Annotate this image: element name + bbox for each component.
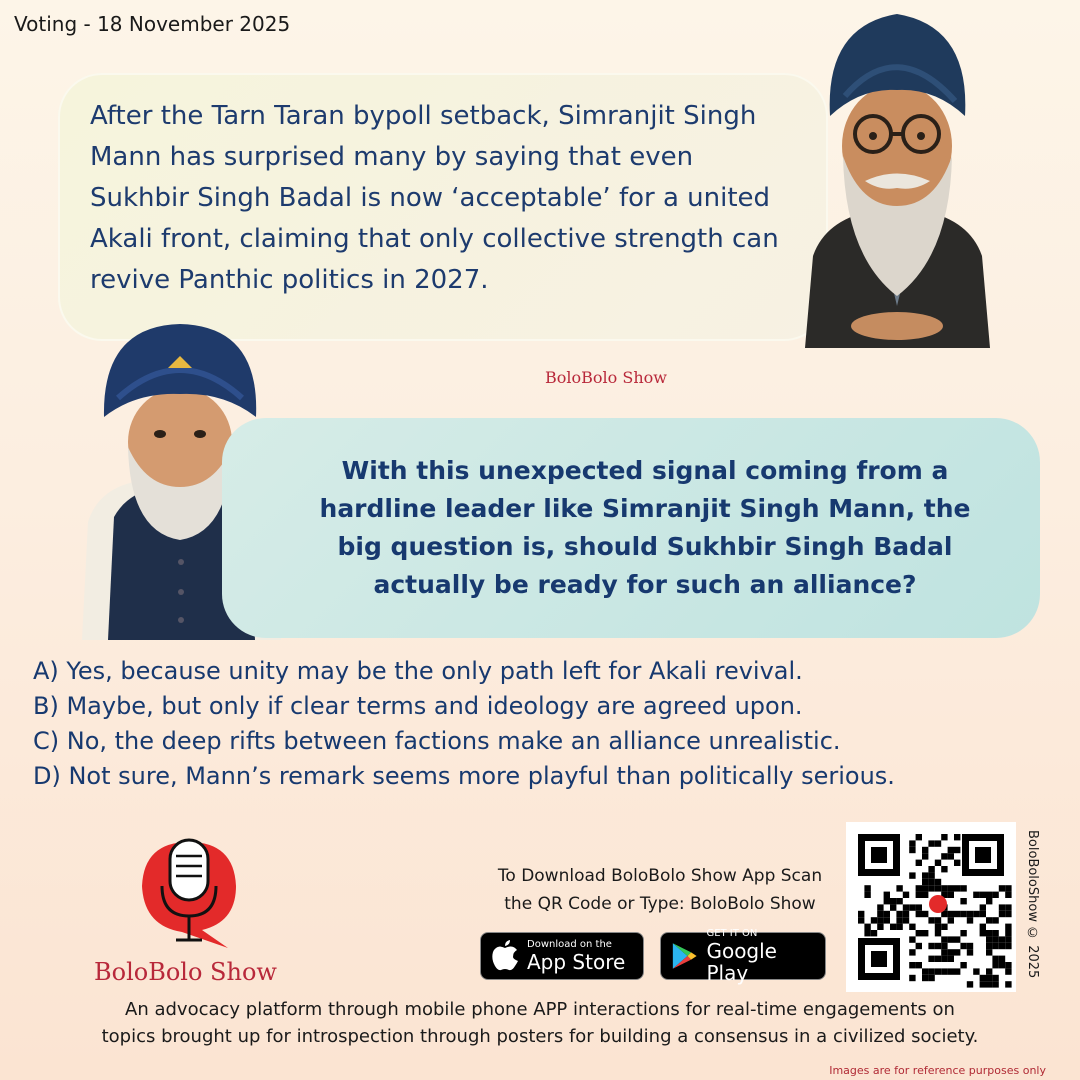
qr-module (909, 872, 915, 878)
qr-module (896, 917, 902, 923)
qr-module (896, 898, 902, 904)
qr-module (960, 885, 966, 891)
qr-module (916, 911, 922, 917)
qr-module (980, 930, 986, 936)
qr-module (922, 968, 928, 974)
qr-module (986, 968, 992, 974)
qr-module (954, 968, 960, 974)
qr-module (909, 840, 915, 846)
qr-module (941, 936, 947, 942)
qr-module (903, 917, 909, 923)
qr-module (935, 840, 941, 846)
qr-module (941, 866, 947, 872)
qr-module (935, 917, 941, 923)
qr-module (954, 885, 960, 891)
qr-module (858, 917, 864, 923)
footer-line-1: An advocacy platform through mobile phone APP interactions for real-time engagements on (125, 999, 955, 1020)
brand-logo-name: BoloBolo Show (94, 958, 277, 986)
app-store-small-label: Download on the (527, 939, 612, 950)
qr-module (877, 911, 883, 917)
qr-module (916, 885, 922, 891)
poll-option-b[interactable]: B) Maybe, but only if clear terms and ideology are agreed upon. (33, 692, 803, 720)
footer-description (0, 996, 1080, 1050)
qr-module (960, 930, 966, 936)
qr-module (916, 904, 922, 910)
qr-module (890, 924, 896, 930)
qr-module (884, 898, 890, 904)
qr-module (1005, 892, 1011, 898)
qr-module (941, 924, 947, 930)
qr-module (1005, 911, 1011, 917)
qr-module (967, 917, 973, 923)
poll-options (33, 654, 1063, 794)
qr-module (941, 943, 947, 949)
qr-module (973, 892, 979, 898)
qr-module (980, 975, 986, 981)
qr-module (1005, 962, 1011, 968)
qr-module (935, 968, 941, 974)
qr-module (941, 885, 947, 891)
qr-module (916, 834, 922, 840)
qr-module (999, 962, 1005, 968)
qr-module (909, 847, 915, 853)
qr-module (922, 892, 928, 898)
qr-module (986, 917, 992, 923)
qr-module (1005, 904, 1011, 910)
qr-module (992, 917, 998, 923)
qr-module (960, 943, 966, 949)
qr-module (884, 911, 890, 917)
qr-module (999, 936, 1005, 942)
qr-module (884, 917, 890, 923)
qr-module (896, 911, 902, 917)
qr-module (960, 898, 966, 904)
qr-module (986, 949, 992, 955)
qr-module (948, 847, 954, 853)
qr-module (999, 904, 1005, 910)
footer-line-2: topics brought up for introspection through posters for building a consensus in a civilized society. (101, 1026, 979, 1047)
qr-module (941, 834, 947, 840)
qr-module (948, 892, 954, 898)
qr-module (967, 949, 973, 955)
qr-module (909, 924, 915, 930)
qr-module (980, 892, 986, 898)
qr-module (877, 904, 883, 910)
qr-module (954, 936, 960, 942)
qr-module (980, 904, 986, 910)
apple-icon (491, 940, 519, 972)
qr-module (999, 943, 1005, 949)
qr-module (896, 924, 902, 930)
qr-module (967, 943, 973, 949)
qr-module (954, 847, 960, 853)
qr-module (948, 853, 954, 859)
qr-module (967, 911, 973, 917)
qr-module (986, 936, 992, 942)
qr-module (948, 911, 954, 917)
qr-module (1005, 968, 1011, 974)
qr-module (992, 943, 998, 949)
qr-module (903, 904, 909, 910)
qr-module (935, 924, 941, 930)
qr-module (948, 885, 954, 891)
qr-module (864, 892, 870, 898)
qr-module (1005, 981, 1011, 987)
brand-watermark: BoloBolo Show (545, 368, 667, 387)
qr-module (948, 968, 954, 974)
qr-module (973, 968, 979, 974)
qr-code[interactable] (846, 822, 1016, 992)
qr-module (948, 917, 954, 923)
qr-module (941, 853, 947, 859)
qr-module (986, 943, 992, 949)
qr-module (980, 981, 986, 987)
qr-module (935, 956, 941, 962)
qr-module (1005, 943, 1011, 949)
download-line-2: the QR Code or Type: BoloBolo Show (504, 894, 816, 914)
qr-module (864, 924, 870, 930)
qr-module (890, 904, 896, 910)
qr-module (928, 879, 934, 885)
download-instructions (478, 862, 842, 918)
qr-module (928, 840, 934, 846)
qr-module (928, 943, 934, 949)
qr-module (909, 962, 915, 968)
qr-module (922, 930, 928, 936)
qr-module (954, 949, 960, 955)
qr-module (941, 956, 947, 962)
qr-module (935, 860, 941, 866)
qr-module (999, 885, 1005, 891)
microphone-icon (136, 836, 242, 954)
question-text: With this unexpected signal coming from a hardline leader like Simranjit Singh Mann, the big question is, should Sukhbir Singh Badal actually be ready for such an alliance? (319, 456, 971, 599)
qr-module (909, 904, 915, 910)
image-disclaimer: Images are for reference purposes only (829, 1064, 1046, 1077)
qr-module (928, 872, 934, 878)
qr-module (954, 911, 960, 917)
google-play-small-label: GET IT ON (706, 928, 758, 939)
google-play-button[interactable] (660, 928, 826, 985)
qr-module (877, 917, 883, 923)
qr-module (903, 911, 909, 917)
qr-module (1005, 885, 1011, 891)
poll-option-c[interactable]: C) No, the deep rifts between factions make an alliance unrealistic. (33, 727, 841, 755)
qr-module (928, 968, 934, 974)
qr-module (954, 860, 960, 866)
qr-module (916, 962, 922, 968)
qr-module (941, 968, 947, 974)
qr-module (884, 892, 890, 898)
qr-module (960, 911, 966, 917)
qr-module (922, 872, 928, 878)
qr-module (986, 898, 992, 904)
qr-module (986, 981, 992, 987)
qr-center-logo (929, 895, 947, 913)
poll-option-d[interactable]: D) Not sure, Mann’s remark seems more playful than politically serious. (33, 762, 895, 790)
qr-module (864, 930, 870, 936)
qr-module (903, 892, 909, 898)
qr-module (967, 981, 973, 987)
qr-module (973, 911, 979, 917)
qr-module (909, 936, 915, 942)
app-store-button[interactable] (480, 932, 644, 980)
qr-module (909, 949, 915, 955)
poster-date: Voting - 18 November 2025 (14, 12, 291, 36)
qr-module (992, 975, 998, 981)
qr-module (916, 930, 922, 936)
qr-module (1005, 924, 1011, 930)
qr-module (909, 975, 915, 981)
qr-module (928, 975, 934, 981)
qr-module (992, 956, 998, 962)
qr-module (922, 879, 928, 885)
qr-module (922, 847, 928, 853)
qr-module (948, 949, 954, 955)
qr-module (922, 885, 928, 891)
google-play-big-label: Google Play (706, 939, 777, 985)
mann-portrait-illustration (785, 6, 1010, 348)
qr-module (916, 892, 922, 898)
qr-module (986, 975, 992, 981)
qr-module (999, 956, 1005, 962)
qr-module (871, 917, 877, 923)
qr-module (916, 943, 922, 949)
qr-module (992, 962, 998, 968)
qr-module (992, 930, 998, 936)
qr-module (935, 879, 941, 885)
qr-module (928, 885, 934, 891)
qr-module (928, 866, 934, 872)
qr-module (890, 898, 896, 904)
qr-module (916, 860, 922, 866)
qr-module (948, 956, 954, 962)
qr-module (960, 962, 966, 968)
qr-module (935, 885, 941, 891)
qr-module (941, 949, 947, 955)
qr-module (922, 975, 928, 981)
copyright-vertical: BoloBoloShow © 2025 (1025, 830, 1040, 979)
play-store-icon (671, 940, 698, 972)
qr-module (935, 943, 941, 949)
qr-module (1005, 936, 1011, 942)
qr-module (980, 911, 986, 917)
poll-option-a[interactable]: A) Yes, because unity may be the only path left for Akali revival. (33, 657, 803, 685)
qr-module (871, 930, 877, 936)
qr-module (986, 930, 992, 936)
qr-module (992, 981, 998, 987)
qr-module (954, 834, 960, 840)
qr-module (928, 956, 934, 962)
qr-code-pattern (846, 822, 1016, 992)
qr-module (980, 924, 986, 930)
qr-module (992, 892, 998, 898)
qr-module (922, 853, 928, 859)
qr-module (935, 930, 941, 936)
qr-module (992, 936, 998, 942)
qr-module (896, 885, 902, 891)
download-line-1: To Download BoloBolo Show App Scan (497, 866, 823, 886)
intro-text: After the Tarn Taran bypoll setback, Simranjit Singh Mann has surprised many by saying that even Sukhbir Singh Badal is now ‘acceptable’ for a united Akali front, claiming that only collective strength can revive Panthic politics in 2027. (90, 101, 779, 295)
qr-module (864, 885, 870, 891)
qr-module (986, 892, 992, 898)
qr-module (928, 917, 934, 923)
app-store-big-label: App Store (527, 950, 626, 974)
qr-module (1005, 930, 1011, 936)
qr-module (948, 936, 954, 942)
qr-module (922, 911, 928, 917)
qr-module (999, 911, 1005, 917)
qr-module (877, 924, 883, 930)
qr-module (858, 911, 864, 917)
